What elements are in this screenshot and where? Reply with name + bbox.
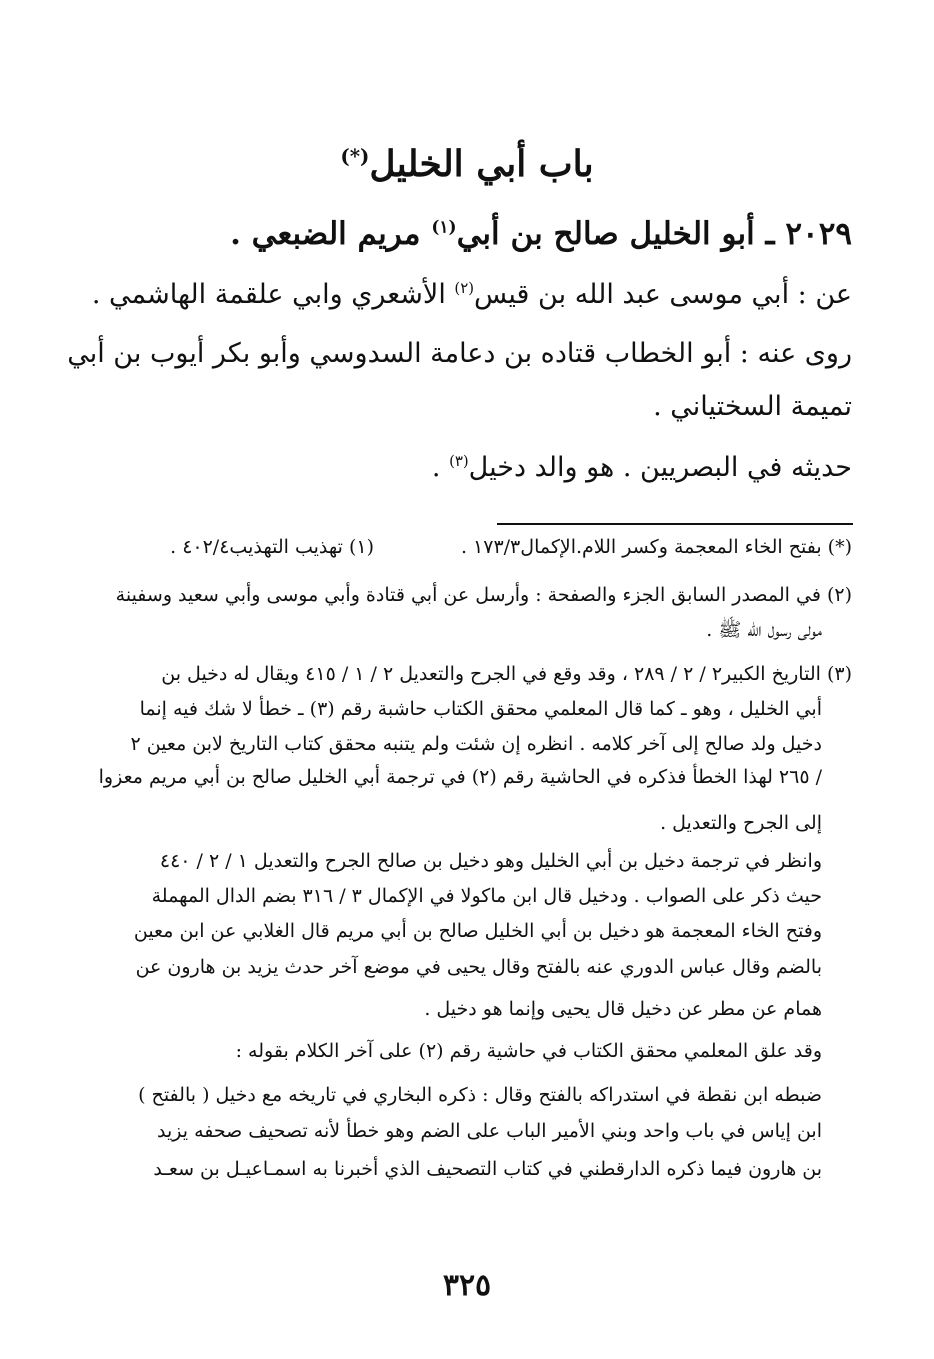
entry-heading-marker: (١) bbox=[431, 217, 457, 238]
footnote-2-line-1: (٢) في المصدر السابق الجزء والصفحة : وأرسل عن أبي قتادة وأبي موسى وأبي سعيد وسفينة bbox=[115, 584, 852, 606]
entry-heading bbox=[230, 216, 852, 253]
entry-hadith-line bbox=[432, 452, 852, 484]
footnote-3-para-3-line-1: وقد علق المعلمي محقق الكتاب في حاشية رقم (٢) على آخر الكلام بقوله : bbox=[235, 1040, 822, 1062]
footnote-3-para-2-line-3: وفتح الخاء المعجمة هو دخيل بن أبي الخليل صالح بن أبي مريم قال الغلابي عن ابن معين bbox=[133, 920, 822, 942]
entry-name-tail: مريم الضبعي . bbox=[230, 216, 432, 252]
footnote-3-para-4-line-3: بن هارون فيما ذكره الدارقطني في كتاب التصحيف الذي أخبرنا به اسمـاعيـل بن سعـد bbox=[153, 1158, 822, 1180]
footnote-3-line-5: إلى الجرح والتعديل . bbox=[660, 812, 822, 834]
footnote-3-line-3: دخيل ولد صالح إلى آخر كلامه . انظره إن شئت ولم يتنبه محقق كتاب التاريخ لابن معين ٢ bbox=[130, 733, 822, 755]
footnote-3-para-2-line-5: همام عن مطر عن دخيل قال يحيى وإنما هو دخيل . bbox=[424, 998, 822, 1020]
entry-hadith-tail: . bbox=[431, 452, 450, 483]
entry-number: ٢٠٢٩ bbox=[785, 216, 852, 252]
entry-hadith-marker: (٣) bbox=[449, 452, 469, 470]
footnote-3-line-2: أبي الخليل ، وهو ـ كما قال المعلمي محقق الكتاب حاشبة رقم (٣) ـ خطأ لا شك فيه إنما bbox=[139, 698, 822, 720]
footnote-3-para-4-line-2: ابن إياس في باب واحد وبني الأمير الباب على الضم وهو خطأ لأنه تصحيف صحفه يزيد bbox=[157, 1120, 822, 1142]
footnote-3-para-2-line-1: وانظر في ترجمة دخيل بن أبي الخليل وهو دخيل بن صالح الجرح والتعديل ١ / ٢ / ٤٤٠ bbox=[159, 850, 822, 872]
footnote-3-line-4: / ٢٦٥ لهذا الخطأ فذكره في الحاشية رقم (٢) في ترجمة أبي الخليل صالح بن أبي مريم معزوا bbox=[98, 766, 822, 788]
footnote-1: (١) تهذيب التهذيب٤٠٢/٤ . bbox=[170, 536, 374, 558]
footnote-3-para-2-line-2: حيث ذكر على الصواب . ودخيل قال ابن ماكولا في الإكمال ٣ / ٣١٦ بضم الدال المهملة bbox=[151, 885, 822, 907]
entry-name: ـ أبو الخليل صالح بن أبي bbox=[456, 216, 775, 252]
footnote-2-line-2: مولى رسول الله ﷺ . bbox=[706, 619, 822, 641]
entry-from-text: عن : أبي موسى عبد الله بن قيس bbox=[473, 279, 852, 310]
footnote-3-para-2-line-4: بالضم وقال عباس الدوري عنه بالفتح وقال يحيى في موضع آخر حدث يزيد بن هارون عن bbox=[135, 956, 822, 978]
entry-narrators-line-1: روى عنه : أبو الخطاب قتاده بن دعامة السدوسي وأبو بكر أيوب بن أبي bbox=[67, 338, 852, 369]
entry-from-marker: (٢) bbox=[454, 279, 474, 297]
footnote-3-para-4-line-1: ضبطه ابن نقطة في استدراكه بالفتح وقال : ذكره البخاري في تاريخه مع دخيل ( بالفتح ) bbox=[138, 1084, 822, 1106]
entry-from-line bbox=[92, 279, 852, 311]
footnote-separator bbox=[497, 523, 853, 525]
chapter-title-text: باب أبي الخليل bbox=[369, 143, 594, 185]
entry-narrators-line-2: تميمة السختياني . bbox=[653, 391, 852, 422]
entry-hadith-text: حديثه في البصريين . هو والد دخيل bbox=[468, 452, 852, 483]
page-number: ٣٢٥ bbox=[442, 1268, 492, 1303]
entry-from-tail: الأشعري وابي علقمة الهاشمي . bbox=[91, 279, 455, 310]
footnote-3-line-1: (٣) التاريخ الكبير٢ / ٢ / ٢٨٩ ، وقد وقع في الجرح والتعديل ٢ / ١ / ٤١٥ ويقال له دخيل بن bbox=[161, 663, 852, 685]
footnote-star: (*) بفتح الخاء المعجمة وكسر اللام.الإكمال١٧٣/٣ . bbox=[460, 536, 852, 558]
chapter-title bbox=[0, 143, 934, 185]
chapter-note-marker: (*) bbox=[340, 144, 370, 168]
